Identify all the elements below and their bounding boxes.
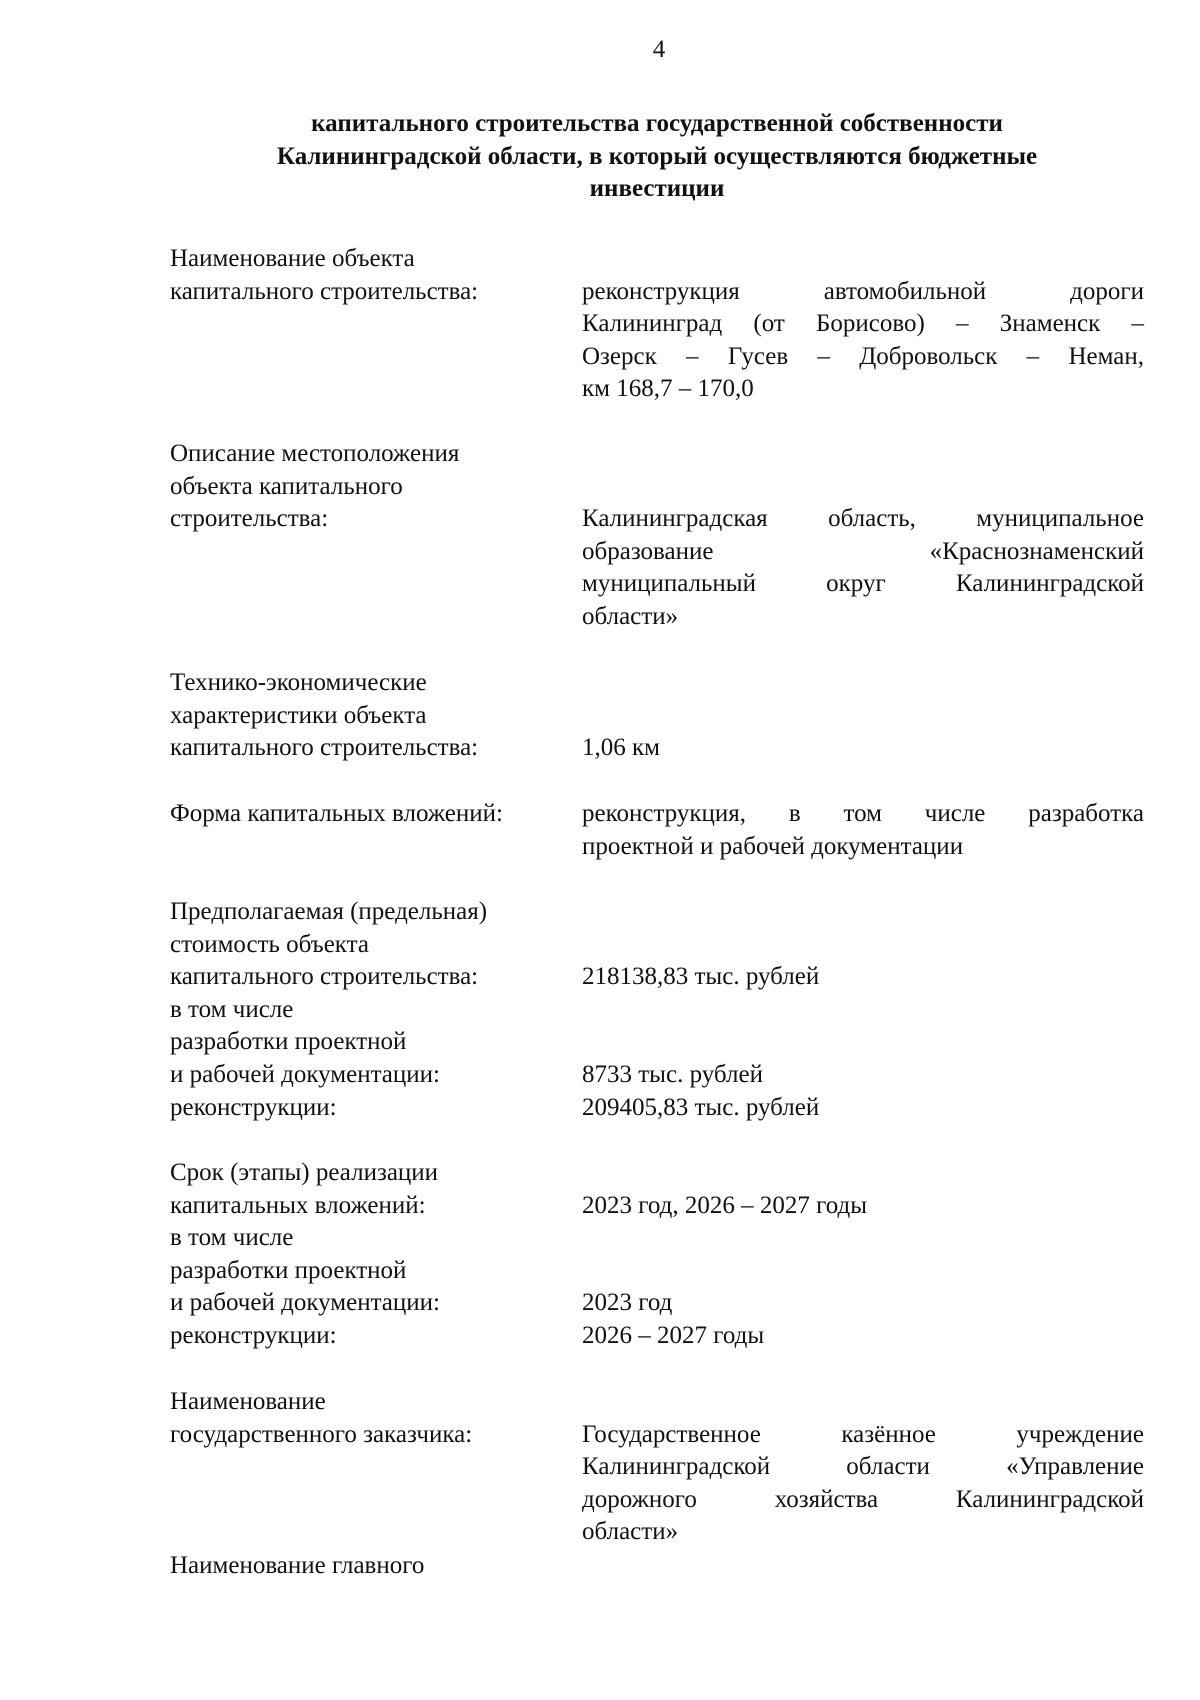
label-line: характеристики объекта xyxy=(170,701,427,729)
title-line: капитального строительства государственной собственности xyxy=(311,110,1003,137)
field-value-reconstruction: 2026 – 2027 годы xyxy=(582,1322,765,1349)
value-line: дорожного хозяйства Калининградской xyxy=(582,1485,1144,1513)
value-line: реконструкция, в том числе разработка xyxy=(582,800,1144,827)
label-line: разработки проектной xyxy=(170,1028,407,1056)
label-line: и рабочей документации: xyxy=(170,1060,440,1088)
value-line: Калининград (от Борисово) – Знаменск – xyxy=(582,310,1144,338)
field-label xyxy=(170,667,570,765)
title-line: инвестиции xyxy=(589,175,725,203)
label-line: капитального строительства: xyxy=(170,734,479,762)
label-line: капитального строительства: xyxy=(170,963,479,991)
value-line: 1,06 км xyxy=(582,734,660,762)
value-line: области» xyxy=(582,602,679,630)
label-line: Наименование xyxy=(170,1388,326,1415)
field-value-total: 218138,83 тыс. рублей xyxy=(582,963,820,991)
label-line: в том числе xyxy=(170,995,294,1023)
field-value-design: 8733 тыс. рублей xyxy=(582,1061,763,1088)
value-line: области» xyxy=(582,1518,679,1546)
value-line: Калининградская область, муниципальное xyxy=(582,505,1144,533)
value-line: реконструкция автомобильной дороги xyxy=(582,277,1144,305)
label-line: объекта капитального xyxy=(170,472,403,500)
field-value xyxy=(582,1419,1144,1549)
label-line: строительства: xyxy=(170,505,329,533)
field-label xyxy=(170,243,570,308)
field-value xyxy=(582,276,1144,406)
label-line: Наименование главного xyxy=(170,1552,425,1579)
value-line: Государственное казённое учреждение xyxy=(582,1420,1144,1448)
label-line: реконструкции: xyxy=(170,1321,337,1349)
field-value xyxy=(582,798,1144,863)
field-label xyxy=(170,1157,570,1353)
title-line: Калининградской области, в который осуществляются бюджетные xyxy=(276,142,1038,170)
value-line: км 168,7 – 170,0 xyxy=(582,375,754,403)
field-label xyxy=(170,1386,570,1451)
label-line: Форма капитальных вложений: xyxy=(170,800,503,827)
document-title xyxy=(170,108,1144,206)
value-line: муниципальный округ Калининградской xyxy=(582,570,1144,598)
label-line: Описание местоположения xyxy=(170,440,460,467)
label-line: Наименование объекта xyxy=(170,245,415,272)
value-line: Калининградской области «Управление xyxy=(582,1453,1144,1481)
label-line: разработки проектной xyxy=(170,1256,407,1284)
value-line: проектной и рабочей документации xyxy=(582,832,964,860)
label-line: реконструкции: xyxy=(170,1093,337,1121)
label-line: Срок (этапы) реализации xyxy=(170,1159,439,1186)
field-label xyxy=(170,438,570,536)
page-number: 4 xyxy=(652,36,666,63)
label-line: Предполагаемая (предельная) xyxy=(170,898,488,925)
field-value-total: 2023 год, 2026 – 2027 годы xyxy=(582,1191,868,1219)
field-value-design: 2023 год xyxy=(582,1289,673,1317)
label-line: государственного заказчика: xyxy=(170,1420,473,1448)
label-line: стоимость объекта xyxy=(170,930,369,958)
field-value-reconstruction: 209405,83 тыс. рублей xyxy=(582,1093,820,1121)
label-line: капитального строительства: xyxy=(170,277,479,305)
label-line: в том числе xyxy=(170,1224,294,1252)
label-line: капитальных вложений: xyxy=(170,1191,426,1219)
value-line: Озерск – Гусев – Добровольск – Неман, xyxy=(582,342,1144,370)
label-line: и рабочей документации: xyxy=(170,1289,440,1317)
label-line: Технико-экономические xyxy=(170,669,427,696)
field-value xyxy=(582,732,1144,765)
value-line: образование «Краснознаменский xyxy=(582,537,1144,565)
field-label xyxy=(170,1550,570,1583)
field-value xyxy=(582,503,1144,633)
field-label xyxy=(170,896,570,1124)
field-label xyxy=(170,798,570,831)
